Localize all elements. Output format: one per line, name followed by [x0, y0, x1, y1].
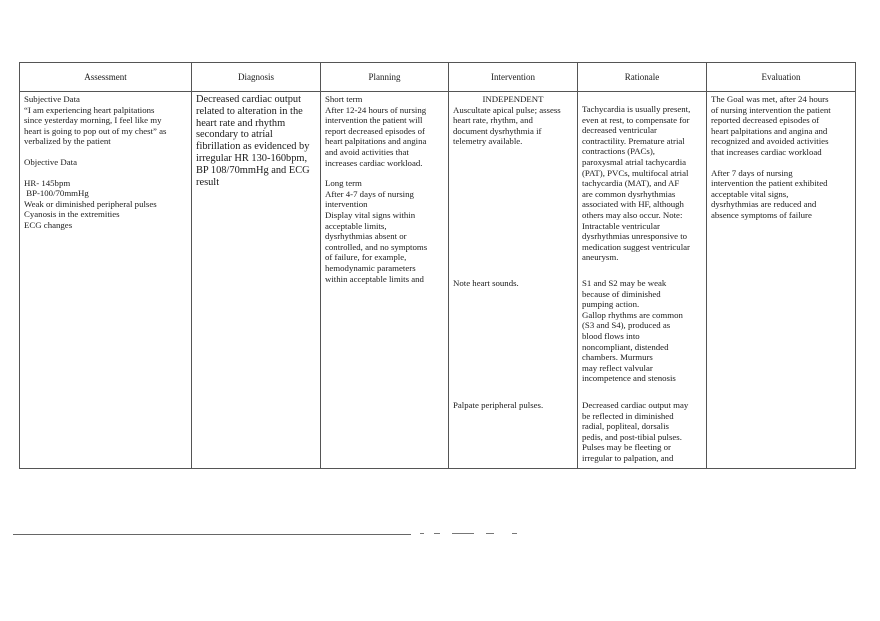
planning-cell [321, 92, 449, 469]
rationale-line: S1 and S2 may be weak [582, 278, 667, 288]
short-term-line: intervention the patient will [325, 115, 423, 126]
rationale-line: medication suggest ventricular [582, 241, 690, 252]
rationale-line: tachycardia (MAT), and AF [582, 178, 680, 189]
subjective-line: since yesterday morning, I feel like my [24, 115, 162, 126]
rationale-line: are common dysrhythmias [582, 188, 676, 199]
evaluation-line: After 7 days of nursing [711, 167, 793, 178]
short-term-line: After 12-24 hours of nursing [325, 104, 427, 115]
evaluation-cell [707, 92, 856, 469]
diagnosis-line: related to alteration in the [196, 105, 303, 117]
footer-faint-marks [420, 531, 530, 537]
rationale-line: associated with HF, although [582, 199, 684, 210]
rationale-line: aneurysm. [582, 252, 619, 263]
rationale-line: noncompliant, distended [582, 341, 669, 352]
rationale-line: Tachycardia is usually present, [582, 104, 691, 114]
subjective-line: heart is going to pop out of my chest” as [24, 125, 167, 136]
intervention-line: Palpate peripheral pulses. [453, 400, 544, 410]
long-term-line: After 4-7 days of nursing [325, 188, 414, 199]
header-rationale: Rationale [578, 63, 707, 92]
evaluation-line: absence symptoms of failure [711, 209, 812, 220]
header-intervention: Intervention [449, 63, 578, 92]
table-row [20, 92, 856, 469]
long-term-line: dysrhythmias absent or [325, 231, 407, 242]
evaluation-line: recognized and avoided activities [711, 136, 829, 147]
subjective-line: “I am experiencing heart palpitations [24, 104, 155, 115]
short-term-line: increases cardiac workload. [325, 157, 423, 168]
header-planning: Planning [321, 63, 449, 92]
rationale-line: Pulses may be fleeting or [582, 442, 671, 453]
objective-line: Weak or diminished peripheral pulses [24, 198, 157, 209]
objective-line: Cyanosis in the extremities [24, 209, 120, 220]
diagnosis-line: fibrillation as evidenced by [196, 141, 310, 153]
long-term-line: within acceptable limits and [325, 273, 424, 284]
rationale-block [582, 104, 690, 263]
long-term-line: of failure, for example, [325, 252, 407, 263]
rationale-line: may reflect valvular [582, 362, 653, 373]
rationale-line: chambers. Murmurs [582, 352, 653, 363]
diagnosis-line: result [196, 176, 220, 188]
short-term-line: heart palpitations and angina [325, 136, 427, 147]
rationale-line: even at rest, to compensate for [582, 114, 690, 125]
objective-line: BP-100/70mmHg [24, 188, 89, 199]
diagnosis-line: Decreased cardiac output [196, 94, 302, 105]
evaluation-line: intervention the patient exhibited [711, 178, 828, 189]
subjective-line: verbalized by the patient [24, 136, 111, 147]
diagnosis-line: heart rate and rhythm [196, 117, 286, 129]
rationale-line: decreased ventricular [582, 125, 657, 136]
short-term-title: Short term [325, 94, 363, 104]
intervention-cell [449, 92, 578, 469]
short-term-line: report decreased episodes of [325, 125, 425, 136]
rationale-line: because of diminished [582, 288, 661, 299]
rationale-line: Decreased cardiac output may [582, 400, 689, 410]
intervention-line: document dysrhythmia if [453, 125, 542, 136]
intervention-heading: INDEPENDENT [482, 94, 544, 104]
rationale-line: (S3 and S4), produced as [582, 320, 671, 331]
short-term-line: and avoid activities that [325, 146, 409, 157]
rationale-cell [578, 92, 707, 469]
intervention-line: telemetry available. [453, 136, 523, 147]
long-term-line: acceptable limits, [325, 220, 387, 231]
rationale-line: Intractable ventricular [582, 220, 660, 231]
rationale-line: pumping action. [582, 299, 640, 310]
evaluation-line: The Goal was met, after 24 hours [711, 94, 829, 104]
intervention-line: Note heart sounds. [453, 278, 519, 288]
rationale-line: Gallop rhythms are common [582, 309, 683, 320]
rationale-block [582, 400, 688, 464]
rationale-line: (PAT), PVCs, multifocal atrial [582, 167, 689, 178]
rationale-line: paroxysmal atrial tachycardia [582, 156, 687, 167]
rationale-line: others may also occur. Note: [582, 209, 683, 220]
objective-line: HR- 145bpm [24, 177, 71, 188]
rationale-block [582, 278, 683, 384]
intervention-line: Auscultate apical pulse; assess [453, 104, 561, 115]
rationale-line: be reflected in diminished [582, 410, 674, 421]
evaluation-line: of nursing intervention the patient [711, 104, 831, 115]
rationale-line: radial, popliteal, dorsalis [582, 421, 669, 432]
long-term-line: hemodynamic parameters [325, 262, 416, 273]
header-diagnosis: Diagnosis [192, 63, 321, 92]
header-evaluation: Evaluation [707, 63, 856, 92]
rationale-line: dysrhythmias unresponsive to [582, 231, 688, 242]
header-assessment: Assessment [20, 63, 192, 92]
assessment-cell [20, 92, 192, 469]
care-plan-table [19, 62, 856, 469]
footnote-separator [13, 534, 411, 535]
evaluation-line: that increases cardiac workload [711, 146, 822, 157]
diagnosis-line: secondary to atrial [196, 129, 273, 141]
rationale-line: incompetence and stenosis [582, 373, 676, 384]
diagnosis-line: BP 108/70mmHg and ECG [196, 164, 310, 176]
rationale-line: contractions (PACs), [582, 146, 655, 157]
long-term-line: Display vital signs within [325, 209, 416, 220]
evaluation-line: heart palpitations and angina and [711, 125, 828, 136]
evaluation-line: dysrhythmias are reduced and [711, 199, 817, 210]
intervention-line: heart rate, rhythm, and [453, 115, 533, 126]
long-term-title: Long term [325, 178, 362, 189]
rationale-line: pedis, and post-tibial pulses. [582, 431, 682, 442]
diagnosis-line: irregular HR 130-160bpm, [196, 152, 308, 164]
objective-line: ECG changes [24, 219, 73, 230]
rationale-line: irregular to palpation, and [582, 452, 674, 463]
long-term-line: intervention [325, 199, 368, 210]
long-term-line: controlled, and no symptoms [325, 241, 428, 252]
rationale-line: blood flows into [582, 330, 640, 341]
diagnosis-cell [192, 92, 321, 469]
evaluation-line: acceptable vital signs, [711, 188, 789, 199]
subjective-title: Subjective Data [24, 94, 80, 104]
rationale-line: contractility. Premature atrial [582, 135, 685, 146]
header-row [20, 63, 856, 92]
objective-title: Objective Data [24, 156, 78, 167]
evaluation-line: reported decreased episodes of [711, 115, 820, 126]
